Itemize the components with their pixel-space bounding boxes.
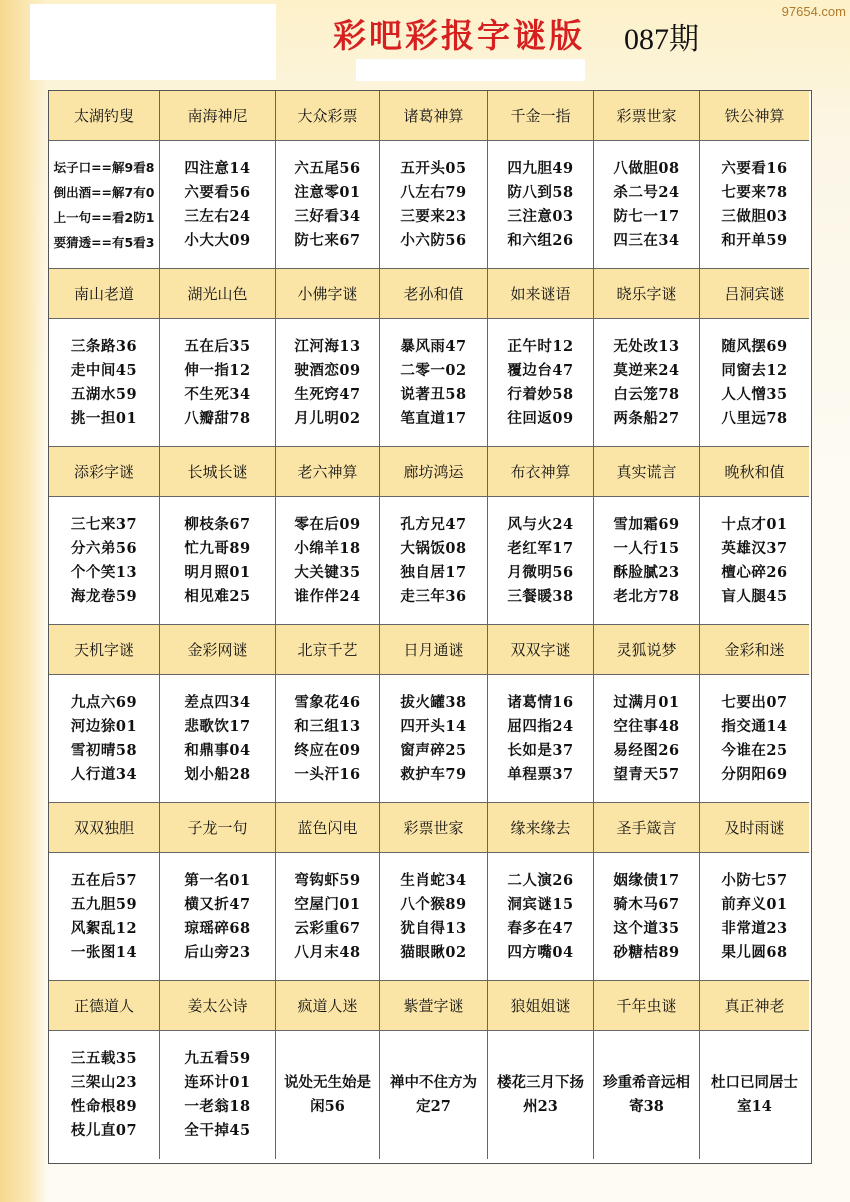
column-header: 长城长谜 [160,447,276,497]
riddle-line: 八月末48 [294,943,361,961]
column-header: 狼姐姐谜 [488,981,594,1031]
riddle-line: 差点四34 [184,693,251,711]
riddle-cell [488,141,594,269]
column-header: 灵狐说梦 [594,625,700,675]
column-header: 千年虫谜 [594,981,700,1031]
riddle-line: 一张图14 [70,943,138,961]
riddle-line: 上一句==看2防1 [53,209,155,225]
riddle-cell [49,497,160,625]
riddle-line: 枝儿直07 [70,1122,138,1139]
column-header: 廊坊鸿运 [380,447,488,497]
riddle-cell [700,675,809,803]
riddle-line: 人人憎35 [721,385,788,403]
riddle-line: 四注意14 [184,159,251,177]
riddle-line: 全干掉45 [184,1122,251,1139]
riddle-line: 谁作伴24 [294,587,361,605]
column-header: 北京千艺 [276,625,380,675]
riddle-line: 性命根89 [70,1098,138,1115]
riddle-line: 指交通14 [721,717,788,735]
riddle-line: 骑木马67 [613,895,680,913]
riddle-line: 倒出酒==解7有0 [53,184,155,200]
riddle-cell [49,319,160,447]
column-header: 及时雨谜 [700,803,809,853]
riddle-line: 连环计01 [184,1074,251,1091]
riddle-line: 空往事48 [613,717,680,735]
riddle-line: 闲56 [310,1098,345,1115]
column-header: 紫萱字谜 [380,981,488,1031]
riddle-cell [276,497,380,625]
riddle-cell [488,1031,594,1159]
riddle-cell [594,1031,700,1159]
riddle-line: 防七一17 [613,207,680,225]
riddle-line: 拔火罐38 [400,693,467,711]
riddle-line: 生死窍47 [294,385,361,403]
riddle-line: 长如是37 [507,741,574,759]
riddle-line: 九点六69 [70,693,138,711]
riddle-line: 无处改13 [613,337,680,355]
riddle-cell [49,1031,160,1159]
riddle-cell [700,1031,809,1159]
riddle-cell [380,1031,488,1159]
riddle-line: 三要来23 [400,207,467,225]
riddle-cell [160,497,276,625]
riddle-line: 和三组13 [294,717,361,735]
riddle-line: 珍重希音远相 [603,1074,690,1091]
riddle-line: 今谁在25 [721,741,788,759]
riddle-line: 老红军17 [507,539,574,557]
riddle-line: 小六防56 [400,231,467,249]
riddle-line: 猫眼瞅02 [400,943,467,961]
riddle-line: 同窗去12 [721,361,788,379]
riddle-line: 行着妙58 [507,385,574,403]
riddle-cell [700,141,809,269]
riddle-line: 檀心碎26 [721,563,788,581]
riddle-cell [276,853,380,981]
riddle-line: 伸一指12 [184,361,251,379]
riddle-line: 明月照01 [184,563,251,581]
column-header: 南山老道 [49,269,160,319]
riddle-line: 弯钩虾59 [294,871,361,889]
riddle-line: 雪初晴58 [70,741,138,759]
riddle-line: 酥脸腻23 [613,563,680,581]
riddle-line: 八个猴89 [400,895,467,913]
riddle-cell [276,319,380,447]
riddle-line: 老北方78 [613,587,680,605]
riddle-line: 孔方兄47 [400,515,467,533]
riddle-line: 单程票37 [507,765,574,783]
riddle-line: 风絮乱12 [70,919,138,937]
riddle-line: 四开头14 [400,717,467,735]
riddle-line: 屈四指24 [507,717,574,735]
riddle-line: 九五看59 [184,1050,251,1067]
riddle-line: 四三在34 [613,231,680,249]
riddle-line: 往回返09 [507,409,574,427]
riddle-cell [276,675,380,803]
riddle-cell [160,319,276,447]
riddle-cell [380,141,488,269]
column-header: 晓乐字谜 [594,269,700,319]
riddle-line: 驶酒恋09 [294,361,361,379]
column-header: 老孙和值 [380,269,488,319]
riddle-cell [700,853,809,981]
watermark: 97654.com [781,4,846,19]
riddle-line: 防七来67 [294,231,361,249]
riddle-cell [380,497,488,625]
left-decor-strip [0,0,48,1202]
riddle-line: 注意零01 [294,183,361,201]
riddle-line: 犹自得13 [400,919,467,937]
riddle-line: 三好看34 [294,207,361,225]
riddle-line: 小绵羊18 [294,539,361,557]
riddle-line: 挑一担01 [70,409,138,427]
riddle-line: 暴风雨47 [400,337,467,355]
riddle-line: 四方嘴04 [507,943,574,961]
riddle-cell [488,675,594,803]
riddle-line: 云彩重67 [294,919,361,937]
blank-panel-left [30,4,276,80]
riddle-cell [160,1031,276,1159]
riddle-cell [49,853,160,981]
riddle-line: 前弃义01 [721,895,788,913]
riddle-line: 这个道35 [613,919,680,937]
riddle-line: 笔直道17 [400,409,467,427]
riddle-cell [594,853,700,981]
column-header: 布衣神算 [488,447,594,497]
riddle-line: 八做胆08 [613,159,680,177]
riddle-line: 六要看16 [721,159,788,177]
riddle-line: 柳枝条67 [184,515,251,533]
column-header: 缘来缘去 [488,803,594,853]
column-header: 诸葛神算 [380,91,488,141]
riddle-line: 望青天57 [613,765,680,783]
column-header: 彩票世家 [594,91,700,141]
riddle-line: 走中间45 [70,361,138,379]
riddle-line: 随风摆69 [721,337,788,355]
riddle-line: 州23 [523,1098,558,1115]
riddle-line: 禅中不住方为 [390,1074,477,1091]
riddle-cell [49,141,160,269]
riddle-line: 要猜透==有5看3 [53,234,155,250]
column-header: 双双独胆 [49,803,160,853]
riddle-line: 洞宾谜15 [507,895,574,913]
riddle-line: 八瓣甜78 [184,409,251,427]
riddle-line: 杜口已同居士 [711,1074,798,1091]
riddle-line: 三架山23 [70,1074,138,1091]
column-header: 千金一指 [488,91,594,141]
column-header: 姜太公诗 [160,981,276,1031]
column-header: 南海神尼 [160,91,276,141]
riddle-line: 楼花三月下扬 [497,1074,584,1091]
column-header: 吕洞宾谜 [700,269,809,319]
column-header: 真正神老 [700,981,809,1031]
riddle-line: 人行道34 [70,765,138,783]
riddle-line: 防八到58 [507,183,574,201]
riddle-cell [594,497,700,625]
riddle-cell [488,497,594,625]
riddle-line: 终应在09 [294,741,361,759]
riddle-line: 说处无生始是 [284,1074,371,1091]
riddle-line: 窗声碎25 [400,741,467,759]
column-header: 添彩字谜 [49,447,160,497]
riddle-line: 大关键35 [294,563,361,581]
riddle-line: 五在后35 [184,337,251,355]
riddle-line: 英雄汉37 [721,539,788,557]
column-header: 日月通谜 [380,625,488,675]
riddle-line: 三七来37 [70,515,138,533]
column-header: 蓝色闪电 [276,803,380,853]
column-header: 双双字谜 [488,625,594,675]
column-header: 真实谎言 [594,447,700,497]
riddle-line: 三餐暖38 [507,587,574,605]
issue-number: 087期 [624,23,699,56]
riddle-line: 十点才01 [721,515,788,533]
riddle-line: 八左右79 [400,183,467,201]
riddle-line: 五九胆59 [70,895,138,913]
riddle-line: 姻缘债17 [613,871,680,889]
riddle-line: 月微明56 [507,563,574,581]
riddle-line: 覆边台47 [507,361,574,379]
column-header: 晚秋和值 [700,447,809,497]
column-header: 天机字谜 [49,625,160,675]
riddle-line: 救护车79 [400,765,467,783]
riddle-line: 雪加霜69 [613,515,680,533]
column-header: 金彩网谜 [160,625,276,675]
riddle-cell [380,319,488,447]
riddle-line: 四九胆49 [507,159,574,177]
riddle-cell [160,675,276,803]
column-header: 圣手箴言 [594,803,700,853]
riddle-line: 定27 [416,1098,451,1115]
riddle-line: 划小船28 [184,765,251,783]
riddle-line: 空屋门01 [294,895,361,913]
riddle-line: 过满月01 [613,693,680,711]
riddle-line: 说著丑58 [400,385,467,403]
riddle-line: 六要看56 [184,183,251,201]
column-header: 老六神算 [276,447,380,497]
column-header: 小佛字谜 [276,269,380,319]
riddle-cell [276,141,380,269]
riddle-line: 相见难25 [184,587,251,605]
riddle-line: 雪象花46 [294,693,361,711]
riddle-line: 一人行15 [613,539,680,557]
riddle-line: 琼瑶碎68 [184,919,251,937]
column-header: 大众彩票 [276,91,380,141]
riddle-line: 江河海13 [294,337,361,355]
riddle-line: 春多在47 [507,919,574,937]
riddle-line: 个个笑13 [70,563,138,581]
riddle-cell [594,675,700,803]
riddle-cell [594,141,700,269]
riddle-line: 三注意03 [507,207,574,225]
column-header: 金彩和迷 [700,625,809,675]
riddle-line: 八里远78 [721,409,788,427]
riddle-line: 三做胆03 [721,207,788,225]
riddle-line: 河边狳01 [70,717,138,735]
riddle-line: 白云笼78 [613,385,680,403]
riddle-line: 五开头05 [400,159,467,177]
column-header: 子龙一句 [160,803,276,853]
riddle-line: 一老翁18 [184,1098,251,1115]
riddle-line: 生肖蛇34 [400,871,467,889]
riddle-line: 二人演26 [507,871,574,889]
riddle-line: 七要来78 [721,183,788,201]
riddle-line: 海龙卷59 [70,587,138,605]
riddle-cell [488,853,594,981]
column-header: 湖光山色 [160,269,276,319]
riddle-line: 小防七57 [721,871,788,889]
riddle-line: 三条路36 [70,337,138,355]
riddle-line: 第一名01 [184,871,251,889]
riddle-line: 室14 [737,1098,772,1115]
riddle-line: 六五尾56 [294,159,361,177]
riddle-line: 后山旁23 [184,943,251,961]
blank-panel-center [356,59,585,81]
riddle-line: 两条船27 [613,409,680,427]
column-header: 铁公神算 [700,91,809,141]
riddle-line: 七要出07 [721,693,788,711]
riddle-cell [160,853,276,981]
riddle-line: 悲歌饮17 [184,717,251,735]
riddle-line: 风与火24 [507,515,574,533]
riddle-line: 砂糖桔89 [613,943,680,961]
riddle-line: 月儿明02 [294,409,361,427]
column-header: 太湖钓叟 [49,91,160,141]
riddle-line: 杀二号24 [613,183,680,201]
column-header: 疯道人迷 [276,981,380,1031]
riddle-line: 和六组26 [507,231,574,249]
riddle-line: 分六弟56 [70,539,138,557]
riddle-line: 忙九哥89 [184,539,251,557]
riddle-line: 和开单59 [721,231,788,249]
riddle-cell [380,675,488,803]
column-header: 如来谜语 [488,269,594,319]
riddle-cell [594,319,700,447]
column-header: 正德道人 [49,981,160,1031]
riddle-cell [49,675,160,803]
column-header: 彩票世家 [380,803,488,853]
riddle-line: 莫逆来24 [613,361,680,379]
riddle-cell [276,1031,380,1159]
riddle-cell [488,319,594,447]
riddle-line: 果儿圆68 [721,943,788,961]
riddle-line: 五湖水59 [70,385,138,403]
riddle-cell [380,853,488,981]
page-title: 彩吧彩报字谜版 [333,16,585,55]
riddle-line: 诸葛情16 [507,693,574,711]
riddle-line: 独自居17 [400,563,467,581]
riddle-cell [160,141,276,269]
riddle-line: 二零一02 [400,361,467,379]
riddle-line: 和鼎事04 [184,741,251,759]
riddle-cell [700,319,809,447]
riddle-line: 走三年36 [400,587,467,605]
riddle-line: 三左右24 [184,207,251,225]
riddle-line: 非常道23 [721,919,788,937]
riddle-line: 零在后09 [294,515,361,533]
riddle-line: 正午时12 [507,337,574,355]
riddle-line: 五在后57 [70,871,138,889]
riddle-line: 易经图26 [613,741,680,759]
riddle-cell [700,497,809,625]
riddle-line: 小大大09 [184,231,251,249]
riddle-line: 坛子口==解9看8 [53,159,155,175]
riddle-line: 分阴阳69 [721,765,788,783]
riddle-line: 寄38 [629,1098,664,1115]
riddle-line: 三五载35 [70,1050,138,1067]
riddle-line: 横又折47 [184,895,251,913]
riddle-line: 不生死34 [184,385,251,403]
riddle-line: 一头汗16 [294,765,361,783]
riddle-line: 大锅饭08 [400,539,467,557]
riddle-line: 盲人腿45 [721,587,788,605]
riddle-table [48,90,812,1164]
